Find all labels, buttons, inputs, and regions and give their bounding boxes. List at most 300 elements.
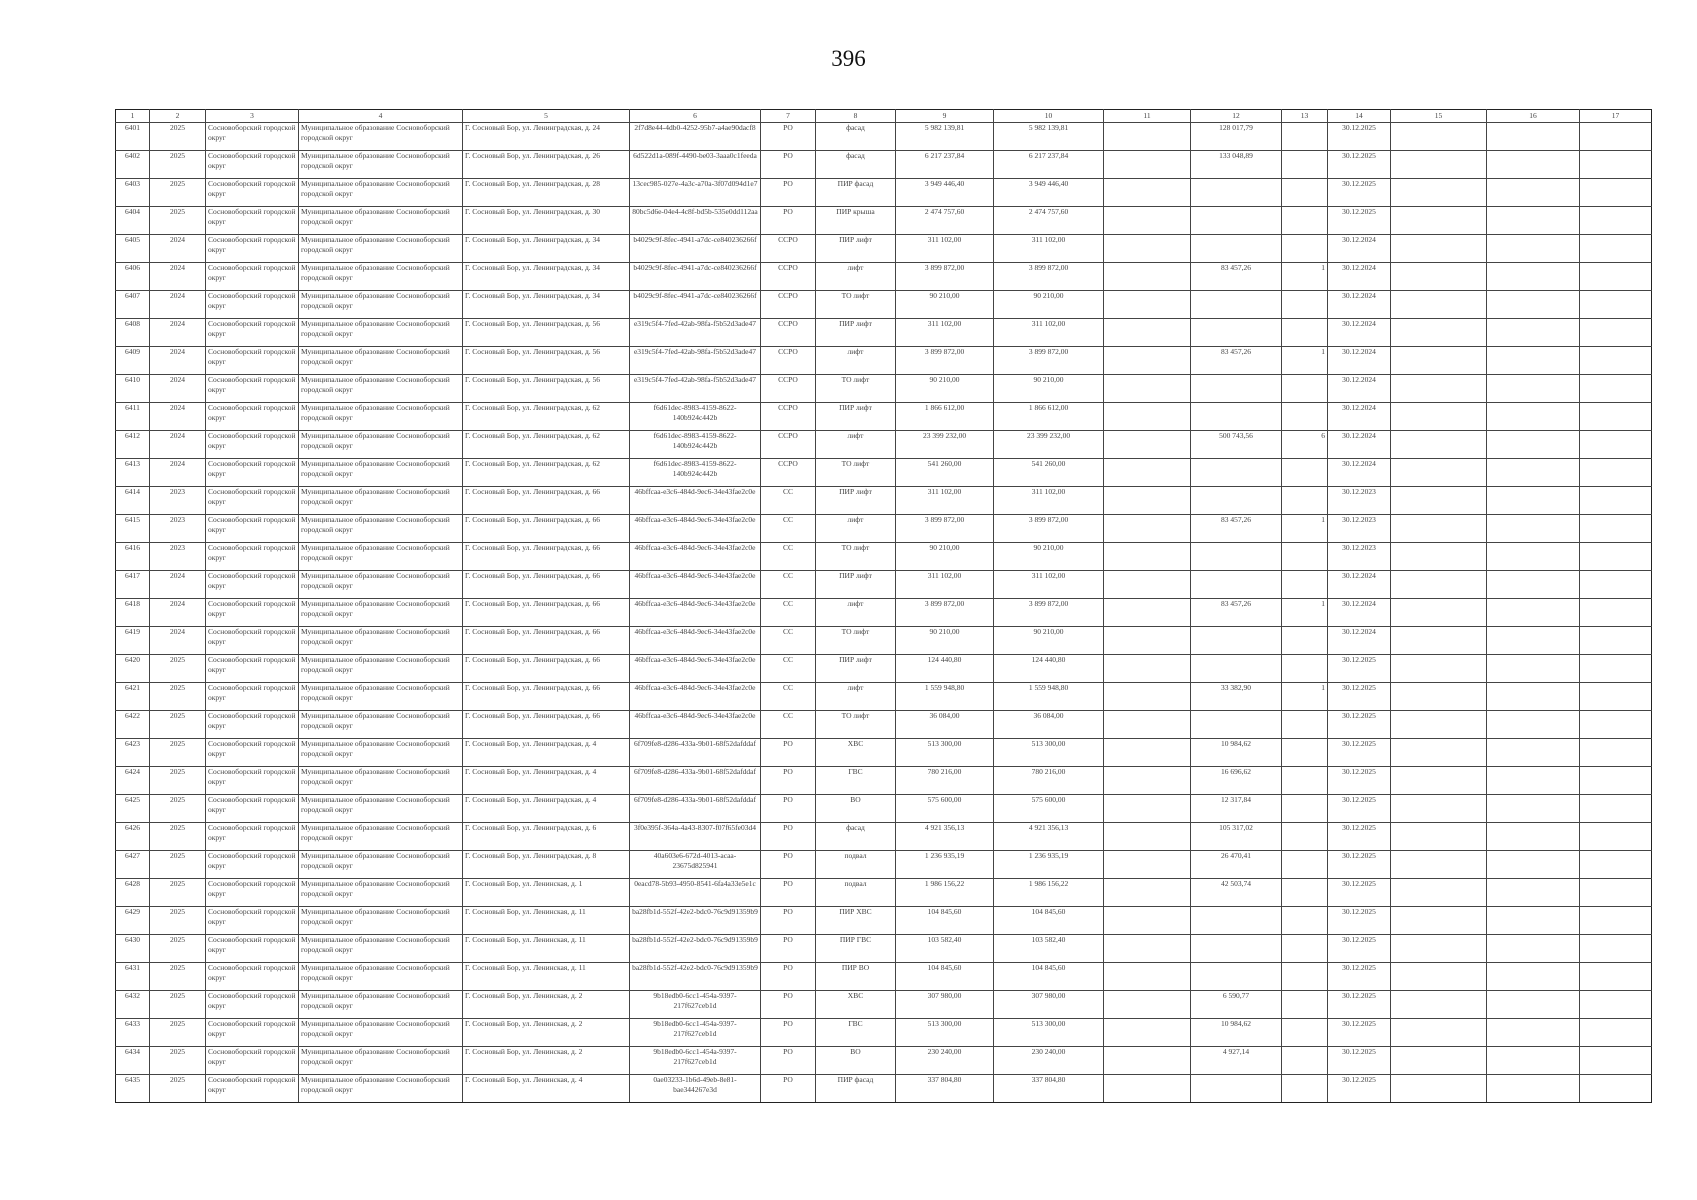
cell-municipality: Муниципальное образование Сосновоборский городской округ [299,1075,463,1103]
cell-column-15 [1391,711,1487,739]
cell-cost-amount: 513 300,00 [994,739,1104,767]
cell-column-11 [1104,1075,1191,1103]
cell-column-16 [1487,403,1580,431]
cell-program-type: РО [761,963,816,991]
cell-work-type: фасад [816,823,896,851]
cell-program-type: СС [761,515,816,543]
cell-column-15 [1391,543,1487,571]
cell-year: 2025 [150,963,206,991]
table-row [116,123,1652,151]
cell-column-12: 10 984,62 [1191,739,1282,767]
cell-column-17 [1580,1019,1652,1047]
cell-house-guid: 46bffcaa-e3c6-484d-9ec6-34e43fae2c0e [630,627,761,655]
cell-column-12 [1191,487,1282,515]
cell-column-17 [1580,935,1652,963]
table-row [116,487,1652,515]
cell-row-number: 6411 [116,403,150,431]
cell-address: Г. Сосновый Бор, ул. Ленинградская, д. 34 [463,235,630,263]
cell-completion-date: 30.12.2024 [1328,431,1391,459]
cell-year: 2025 [150,851,206,879]
cell-column-17 [1580,515,1652,543]
cell-total-cost: 90 210,00 [896,375,994,403]
cell-address: Г. Сосновый Бор, ул. Ленинградская, д. 66 [463,683,630,711]
cell-column-15 [1391,767,1487,795]
cell-address: Г. Сосновый Бор, ул. Ленинградская, д. 4 [463,767,630,795]
cell-year: 2025 [150,151,206,179]
cell-house-guid: 6f709fe8-d286-433a-9b01-68f52dafddaf [630,739,761,767]
cell-municipality: Муниципальное образование Сосновоборский городской округ [299,991,463,1019]
cell-column-13: 1 [1282,515,1328,543]
cell-column-16 [1487,291,1580,319]
table-row [116,571,1652,599]
cell-row-number: 6435 [116,1075,150,1103]
cell-program-type: РО [761,935,816,963]
cell-column-15 [1391,627,1487,655]
cell-municipality: Муниципальное образование Сосновоборский городской округ [299,963,463,991]
cell-program-type: ССРО [761,347,816,375]
table-row [116,627,1652,655]
cell-completion-date: 30.12.2025 [1328,655,1391,683]
cell-house-guid: 6d522d1a-089f-4490-be03-3aaa0c1feeda [630,151,761,179]
cell-column-13 [1282,487,1328,515]
cell-column-13 [1282,235,1328,263]
table-row [116,431,1652,459]
cell-completion-date: 30.12.2024 [1328,571,1391,599]
cell-column-16 [1487,935,1580,963]
cell-column-17 [1580,235,1652,263]
cell-total-cost: 311 102,00 [896,235,994,263]
cell-year: 2025 [150,767,206,795]
cell-total-cost: 230 240,00 [896,1047,994,1075]
cell-column-13 [1282,795,1328,823]
cell-work-type: ПИР лифт [816,319,896,347]
cell-column-15 [1391,571,1487,599]
cell-column-17 [1580,543,1652,571]
cell-row-number: 6417 [116,571,150,599]
cell-program-type: РО [761,739,816,767]
cell-work-type: ТО лифт [816,375,896,403]
header-cell-13: 13 [1282,110,1328,123]
cell-work-type: ПИР фасад [816,1075,896,1103]
cell-column-13 [1282,1019,1328,1047]
cell-work-type: ТО лифт [816,627,896,655]
cell-total-cost: 1 236 935,19 [896,851,994,879]
table-row [116,1019,1652,1047]
cell-work-type: ПИР ВО [816,963,896,991]
cell-column-17 [1580,179,1652,207]
cell-cost-amount: 780 216,00 [994,767,1104,795]
cell-column-12: 16 696,62 [1191,767,1282,795]
cell-house-guid: 2f7d8e44-4db0-4252-95b7-a4ae90dacf8 [630,123,761,151]
cell-program-type: СС [761,683,816,711]
cell-address: Г. Сосновый Бор, ул. Ленинградская, д. 34 [463,291,630,319]
cell-work-type: ТО лифт [816,543,896,571]
cell-cost-amount: 2 474 757,60 [994,207,1104,235]
cell-column-15 [1391,935,1487,963]
cell-municipality: Муниципальное образование Сосновоборский городской округ [299,851,463,879]
cell-column-16 [1487,907,1580,935]
cell-municipal-district: Сосновоборский городской округ [206,515,299,543]
table-row [116,347,1652,375]
cell-work-type: лифт [816,599,896,627]
cell-column-17 [1580,655,1652,683]
cell-total-cost: 307 980,00 [896,991,994,1019]
cell-municipality: Муниципальное образование Сосновоборский городской округ [299,907,463,935]
cell-municipality: Муниципальное образование Сосновоборский городской округ [299,207,463,235]
cell-column-15 [1391,851,1487,879]
cell-column-16 [1487,739,1580,767]
table-row [116,515,1652,543]
cell-column-12 [1191,711,1282,739]
cell-address: Г. Сосновый Бор, ул. Ленинградская, д. 66 [463,515,630,543]
cell-program-type: ССРО [761,459,816,487]
table-row [116,991,1652,1019]
cell-column-11 [1104,403,1191,431]
cell-work-type: подвал [816,851,896,879]
cell-completion-date: 30.12.2024 [1328,627,1391,655]
cell-total-cost: 575 600,00 [896,795,994,823]
cell-column-12 [1191,179,1282,207]
cell-column-12: 83 457,26 [1191,347,1282,375]
cell-completion-date: 30.12.2025 [1328,123,1391,151]
cell-total-cost: 90 210,00 [896,291,994,319]
cell-row-number: 6403 [116,179,150,207]
cell-address: Г. Сосновый Бор, ул. Ленинградская, д. 66 [463,543,630,571]
cell-total-cost: 90 210,00 [896,627,994,655]
cell-work-type: подвал [816,879,896,907]
cell-total-cost: 3 949 446,40 [896,179,994,207]
cell-work-type: ПИР лифт [816,571,896,599]
cell-cost-amount: 541 260,00 [994,459,1104,487]
cell-column-13 [1282,543,1328,571]
cell-column-15 [1391,347,1487,375]
cell-municipal-district: Сосновоборский городской округ [206,1047,299,1075]
cell-completion-date: 30.12.2024 [1328,375,1391,403]
cell-address: Г. Сосновый Бор, ул. Ленинградская, д. 8 [463,851,630,879]
cell-municipal-district: Сосновоборский городской округ [206,879,299,907]
cell-municipal-district: Сосновоборский городской округ [206,487,299,515]
cell-address: Г. Сосновый Бор, ул. Ленинская, д. 11 [463,935,630,963]
cell-column-11 [1104,571,1191,599]
cell-column-12 [1191,403,1282,431]
cell-column-13 [1282,571,1328,599]
cell-municipal-district: Сосновоборский городской округ [206,767,299,795]
cell-work-type: ПИР ГВС [816,935,896,963]
cell-completion-date: 30.12.2024 [1328,347,1391,375]
cell-address: Г. Сосновый Бор, ул. Ленинградская, д. 62 [463,459,630,487]
cell-work-type: ХВС [816,991,896,1019]
cell-municipal-district: Сосновоборский городской округ [206,319,299,347]
cell-column-17 [1580,627,1652,655]
cell-column-17 [1580,767,1652,795]
cell-column-17 [1580,263,1652,291]
cell-cost-amount: 337 804,80 [994,1075,1104,1103]
cell-year: 2025 [150,655,206,683]
cell-column-15 [1391,907,1487,935]
cell-completion-date: 30.12.2025 [1328,907,1391,935]
cell-column-16 [1487,767,1580,795]
cell-house-guid: 46bffcaa-e3c6-484d-9ec6-34e43fae2c0e [630,571,761,599]
cell-address: Г. Сосновый Бор, ул. Ленинградская, д. 66 [463,655,630,683]
table-row [116,207,1652,235]
cell-municipality: Муниципальное образование Сосновоборский городской округ [299,655,463,683]
cell-cost-amount: 90 210,00 [994,291,1104,319]
table-row [116,403,1652,431]
table-row [116,235,1652,263]
cell-cost-amount: 230 240,00 [994,1047,1104,1075]
cell-address: Г. Сосновый Бор, ул. Ленинская, д. 11 [463,907,630,935]
cell-cost-amount: 513 300,00 [994,1019,1104,1047]
cell-column-17 [1580,823,1652,851]
cell-municipality: Муниципальное образование Сосновоборский городской округ [299,263,463,291]
cell-program-type: СС [761,571,816,599]
cell-column-17 [1580,207,1652,235]
cell-row-number: 6428 [116,879,150,907]
cell-row-number: 6434 [116,1047,150,1075]
cell-total-cost: 5 982 139,81 [896,123,994,151]
cell-column-11 [1104,543,1191,571]
cell-column-16 [1487,235,1580,263]
cell-column-15 [1391,515,1487,543]
cell-row-number: 6409 [116,347,150,375]
cell-house-guid: b4029c9f-8fec-4941-a7dc-ce840236266f [630,263,761,291]
cell-program-type: РО [761,179,816,207]
cell-program-type: СС [761,599,816,627]
cell-work-type: ТО лифт [816,459,896,487]
cell-column-15 [1391,1075,1487,1103]
cell-work-type: ПИР лифт [816,403,896,431]
cell-municipality: Муниципальное образование Сосновоборский городской округ [299,767,463,795]
cell-completion-date: 30.12.2025 [1328,795,1391,823]
table-row [116,599,1652,627]
cell-row-number: 6431 [116,963,150,991]
cell-program-type: ССРО [761,375,816,403]
cell-column-12: 26 470,41 [1191,851,1282,879]
cell-completion-date: 30.12.2025 [1328,1019,1391,1047]
cell-completion-date: 30.12.2025 [1328,1047,1391,1075]
cell-program-type: РО [761,823,816,851]
cell-column-17 [1580,459,1652,487]
cell-column-11 [1104,991,1191,1019]
cell-year: 2024 [150,263,206,291]
cell-house-guid: f6d61dec-8983-4159-8622-140b924c442b [630,459,761,487]
cell-column-16 [1487,543,1580,571]
cell-cost-amount: 3 899 872,00 [994,347,1104,375]
cell-column-12: 4 927,14 [1191,1047,1282,1075]
cell-column-15 [1391,179,1487,207]
cell-address: Г. Сосновый Бор, ул. Ленинская, д. 1 [463,879,630,907]
cell-municipality: Муниципальное образование Сосновоборский городской округ [299,431,463,459]
cell-house-guid: 6f709fe8-d286-433a-9b01-68f52dafddaf [630,795,761,823]
cell-column-15 [1391,655,1487,683]
cell-column-15 [1391,487,1487,515]
table-row [116,711,1652,739]
cell-program-type: РО [761,207,816,235]
cell-municipal-district: Сосновоборский городской округ [206,123,299,151]
cell-column-17 [1580,1047,1652,1075]
cell-total-cost: 541 260,00 [896,459,994,487]
cell-column-11 [1104,291,1191,319]
cell-house-guid: 13cec985-027e-4a3c-a70a-3f07d094d1e7 [630,179,761,207]
cell-column-12: 12 317,84 [1191,795,1282,823]
cell-completion-date: 30.12.2025 [1328,207,1391,235]
cell-column-17 [1580,907,1652,935]
cell-column-12: 33 382,90 [1191,683,1282,711]
cell-cost-amount: 36 084,00 [994,711,1104,739]
header-cell-7: 7 [761,110,816,123]
cell-column-11 [1104,963,1191,991]
cell-column-13 [1282,627,1328,655]
cell-work-type: лифт [816,347,896,375]
cell-column-12 [1191,235,1282,263]
cell-work-type: ПИР лифт [816,235,896,263]
cell-cost-amount: 1 559 948,80 [994,683,1104,711]
cell-column-11 [1104,207,1191,235]
cell-total-cost: 311 102,00 [896,319,994,347]
cell-column-16 [1487,123,1580,151]
cell-total-cost: 2 474 757,60 [896,207,994,235]
cell-column-11 [1104,627,1191,655]
cell-column-17 [1580,347,1652,375]
cell-row-number: 6412 [116,431,150,459]
cell-house-guid: ba28fb1d-552f-42e2-bdc0-76c9d91359b9 [630,935,761,963]
cell-column-11 [1104,599,1191,627]
cell-cost-amount: 4 921 356,13 [994,823,1104,851]
cell-column-16 [1487,1075,1580,1103]
cell-address: Г. Сосновый Бор, ул. Ленинградская, д. 26 [463,151,630,179]
cell-address: Г. Сосновый Бор, ул. Ленинская, д. 11 [463,963,630,991]
cell-municipal-district: Сосновоборский городской округ [206,207,299,235]
header-cell-16: 16 [1487,110,1580,123]
cell-completion-date: 30.12.2025 [1328,151,1391,179]
cell-work-type: лифт [816,515,896,543]
cell-column-12 [1191,375,1282,403]
cell-year: 2025 [150,1047,206,1075]
cell-municipal-district: Сосновоборский городской округ [206,543,299,571]
cell-column-12 [1191,291,1282,319]
cell-column-15 [1391,403,1487,431]
cell-address: Г. Сосновый Бор, ул. Ленинская, д. 2 [463,991,630,1019]
cell-year: 2025 [150,795,206,823]
cell-program-type: СС [761,655,816,683]
cell-column-13 [1282,179,1328,207]
cell-column-17 [1580,991,1652,1019]
cell-municipal-district: Сосновоборский городской округ [206,403,299,431]
cell-address: Г. Сосновый Бор, ул. Ленинградская, д. 56 [463,347,630,375]
cell-work-type: ТО лифт [816,711,896,739]
cell-column-16 [1487,151,1580,179]
cell-municipal-district: Сосновоборский городской округ [206,627,299,655]
table-row [116,823,1652,851]
cell-column-11 [1104,375,1191,403]
cell-program-type: РО [761,767,816,795]
cell-completion-date: 30.12.2025 [1328,683,1391,711]
cell-address: Г. Сосновый Бор, ул. Ленинградская, д. 6 [463,823,630,851]
cell-cost-amount: 3 899 872,00 [994,599,1104,627]
cell-column-13 [1282,403,1328,431]
cell-municipal-district: Сосновоборский городской округ [206,599,299,627]
cell-column-12 [1191,627,1282,655]
table-row [116,879,1652,907]
cell-program-type: СС [761,487,816,515]
cell-row-number: 6405 [116,235,150,263]
cell-column-16 [1487,627,1580,655]
cell-year: 2025 [150,823,206,851]
cell-municipal-district: Сосновоборский городской округ [206,655,299,683]
cell-column-13 [1282,711,1328,739]
cell-total-cost: 103 582,40 [896,935,994,963]
table-body [116,123,1652,1103]
cell-total-cost: 104 845,60 [896,963,994,991]
cell-column-17 [1580,375,1652,403]
cell-column-13 [1282,823,1328,851]
cell-year: 2024 [150,319,206,347]
cell-column-13: 1 [1282,599,1328,627]
cell-municipal-district: Сосновоборский городской округ [206,347,299,375]
cell-column-15 [1391,683,1487,711]
cell-work-type: ПИР ХВС [816,907,896,935]
cell-address: Г. Сосновый Бор, ул. Ленинская, д. 4 [463,1075,630,1103]
cell-column-12: 42 503,74 [1191,879,1282,907]
cell-work-type: ПИР фасад [816,179,896,207]
cell-column-17 [1580,403,1652,431]
cell-municipality: Муниципальное образование Сосновоборский городской округ [299,179,463,207]
cell-column-11 [1104,879,1191,907]
cell-year: 2024 [150,571,206,599]
cell-cost-amount: 90 210,00 [994,375,1104,403]
cell-municipality: Муниципальное образование Сосновоборский городской округ [299,599,463,627]
cell-row-number: 6410 [116,375,150,403]
cell-municipal-district: Сосновоборский городской округ [206,823,299,851]
cell-program-type: РО [761,991,816,1019]
cell-column-17 [1580,487,1652,515]
cell-column-13 [1282,935,1328,963]
cell-completion-date: 30.12.2023 [1328,515,1391,543]
cell-cost-amount: 3 899 872,00 [994,263,1104,291]
cell-program-type: ССРО [761,403,816,431]
cell-column-15 [1391,599,1487,627]
cell-year: 2024 [150,347,206,375]
cell-municipal-district: Сосновоборский городской округ [206,571,299,599]
cell-cost-amount: 575 600,00 [994,795,1104,823]
cell-program-type: ССРО [761,263,816,291]
cell-column-12 [1191,319,1282,347]
header-cell-11: 11 [1104,110,1191,123]
cell-row-number: 6414 [116,487,150,515]
cell-total-cost: 1 986 156,22 [896,879,994,907]
cell-completion-date: 30.12.2025 [1328,179,1391,207]
cell-program-type: СС [761,543,816,571]
cell-address: Г. Сосновый Бор, ул. Ленинградская, д. 28 [463,179,630,207]
cell-completion-date: 30.12.2025 [1328,963,1391,991]
cell-column-11 [1104,235,1191,263]
table-row [116,459,1652,487]
cell-completion-date: 30.12.2024 [1328,459,1391,487]
cell-cost-amount: 1 866 612,00 [994,403,1104,431]
cell-column-13 [1282,291,1328,319]
header-cell-14: 14 [1328,110,1391,123]
cell-work-type: фасад [816,123,896,151]
cell-municipality: Муниципальное образование Сосновоборский городской округ [299,347,463,375]
cell-municipal-district: Сосновоборский городской округ [206,711,299,739]
cell-work-type: ВО [816,1047,896,1075]
cell-year: 2025 [150,683,206,711]
cell-total-cost: 311 102,00 [896,571,994,599]
table-row [116,151,1652,179]
cell-completion-date: 30.12.2025 [1328,1075,1391,1103]
cell-column-16 [1487,851,1580,879]
cell-cost-amount: 104 845,60 [994,963,1104,991]
